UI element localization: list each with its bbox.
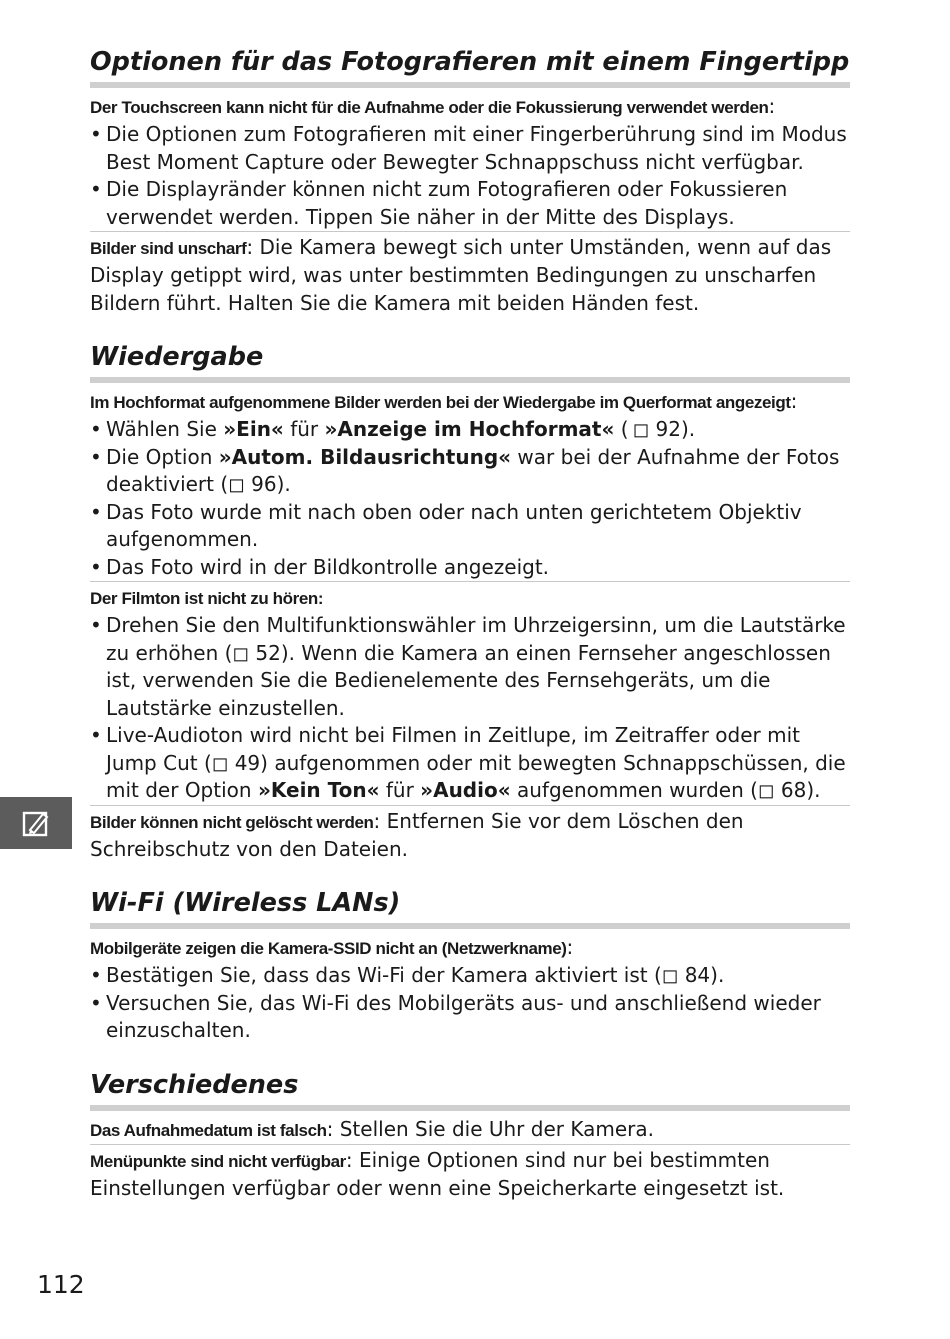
entry-label: Mobilgeräte zeigen die Kamera-SSID nicht an (Netzwerkname) [90,939,567,958]
entry-label: Der Touchscreen kann nicht für die Aufnahme oder die Fokussierung verwendet werden [90,98,769,117]
section-playback [90,339,850,863]
section-title: Wiedergabe [90,339,850,383]
bullet-list [90,612,850,805]
entry-label: Bilder sind unscharf [90,239,247,258]
entry-portrait: Im Hochformat aufgenommene Bilder werden bei der Wiedergabe im Querformat angezeigt: • Wählen Sie »Ein« für »Anzeige im Hochformat« ( ◻ 92). • Die Option »Autom. Bildausrichtung« war bei der Aufnahme der Fotos deaktiviert (◻ 96). • Das Foto wurde mit nach oben oder nach unten gerichtetem Objektiv aufgenommen. • Das Foto wird in der Bildkontrolle angezeigt. [90,383,850,582]
entry-text: Die Kamera bewegt sich unter Umständen, wenn auf das Display getippt wird, was unter bestimmten Bedingungen zu unscharfen Bildern führt. Halten Sie die Kamera mit beiden Händen fest. [90,235,832,315]
list-item: • Die Option »Autom. Bildausrichtung« war bei der Aufnahme der Fotos deaktiviert (◻ 96). [90,444,840,496]
page-number: 112 [37,1270,85,1299]
entry-text: Entfernen Sie vor dem Löschen den Schreibschutz von den Dateien. [90,808,744,861]
entry-touchscreen: Der Touchscreen kann nicht für die Aufnahme oder die Fokussierung verwendet werden: • Die Optionen zum Fotografieren mit einer Fingerberührung sind im Modus Best Moment Capture oder Bewegter Schnappschuss nicht verfügbar. • Die Displayränder können nicht zum Fotografieren oder Fokussieren verwendet werden. Tippen Sie näher in der Mitte des Displays. [90,88,850,232]
entry-cannot-delete: Bilder können nicht gelöscht werden: Entfernen Sie vor dem Löschen den Schreibschutz von den Dateien. [90,808,744,861]
bullet-list [90,121,850,231]
section-title: Optionen für das Fotografieren mit einem Fingertipp [90,44,850,88]
entry-ssid: Mobilgeräte zeigen die Kamera-SSID nicht an (Netzwerkname): • Bestätigen Sie, dass das Wi-Fi der Kamera aktiviert ist (◻ 84). • Versuchen Sie, das Wi-Fi des Mobilgeräts aus- und anschließend wieder einzuschalten. [90,929,850,1045]
list-item: • Die Optionen zum Fotografieren mit einer Fingerberührung sind im Modus Best Moment Capture oder Bewegter Schnappschuss nicht verfügbar. [90,122,847,174]
entry-movie-sound [90,582,850,806]
list-item: • Das Foto wurde mit nach oben oder nach unten gerichtetem Objektiv aufgenommen. [90,499,802,551]
list-item: • Wählen Sie »Ein« für »Anzeige im Hochformat« ( ◻ 92). [90,417,696,441]
list-item: • Versuchen Sie, das Wi-Fi des Mobilgeräts aus- und anschließend wieder einzuschalten. [90,990,821,1042]
list-item: • Drehen Sie den Multifunktionswähler im Uhrzeigersinn, um die Lautstärke zu erhöhen (◻ 52). Wenn die Kamera an einen Fernseher angeschlossen ist, verwenden Sie die Bedienelemente des Fernsehgeräts, um die Lautstärke einzustellen. [90,613,846,720]
section-misc [90,1067,850,1203]
entry-label: Das Aufnahmedatum ist falsch [90,1120,327,1140]
entry-label: Menüpunkte sind nicht verfügbar [90,1151,346,1171]
section-title: Wi-Fi (Wireless LANs) [90,885,850,929]
list-item: • Bestätigen Sie, dass das Wi-Fi der Kamera aktiviert ist (◻ 84). [90,963,725,987]
list-item: • Live-Audioton wird nicht bei Filmen in Zeitlupe, im Zeitraffer oder mit Jump Cut (◻ 49) aufgenommen oder mit bewegten Schnappschüssen, die mit der Option »Kein Ton« für »Audio« aufgenommen wurden (◻ 68). [90,723,846,802]
section-title: Verschiedenes [90,1067,850,1111]
troubleshooting-pencil-icon [21,808,51,838]
entry-date: Das Aufnahmedatum ist falsch: Stellen Sie die Uhr der Kamera. [90,1111,850,1145]
bullet-list [90,962,850,1045]
entry-label: Der Filmton ist nicht zu hören: [90,589,324,608]
bullet-list [90,416,850,581]
list-item: • Die Displayränder können nicht zum Fotografieren oder Fokussieren verwendet werden. Tippen Sie näher in der Mitte des Displays. [90,177,788,229]
entry-blurry: Bilder sind unscharf: Die Kamera bewegt sich unter Umständen, wenn auf das Display getippt wird, was unter bestimmten Bedingungen zu unscharfen Bildern führt. Halten Sie die Kamera mit beiden Händen fest. [90,235,832,315]
entry-label: Bilder können nicht gelöscht werden [90,812,374,832]
list-item: • Das Foto wird in der Bildkontrolle angezeigt. [90,554,550,579]
entry-menu-items: Menüpunkte sind nicht verfügbar: Einige Optionen sind nur bei bestimmten Einstellungen verfügbar oder wenn eine Speicherkarte eingesetzt ist. [90,1147,785,1200]
entry-text: Einige Optionen sind nur bei bestimmten Einstellungen verfügbar oder wenn eine Speicherkarte eingesetzt ist. [90,1147,785,1200]
entry-label: Im Hochformat aufgenommene Bilder werden bei der Wiedergabe im Querformat angezeigt [90,393,791,412]
section-touch-shooting [90,44,850,317]
page-content [90,44,850,1224]
chapter-tab [0,797,72,849]
entry-text: Stellen Sie die Uhr der Kamera. [339,1116,654,1141]
section-wifi [90,885,850,1045]
